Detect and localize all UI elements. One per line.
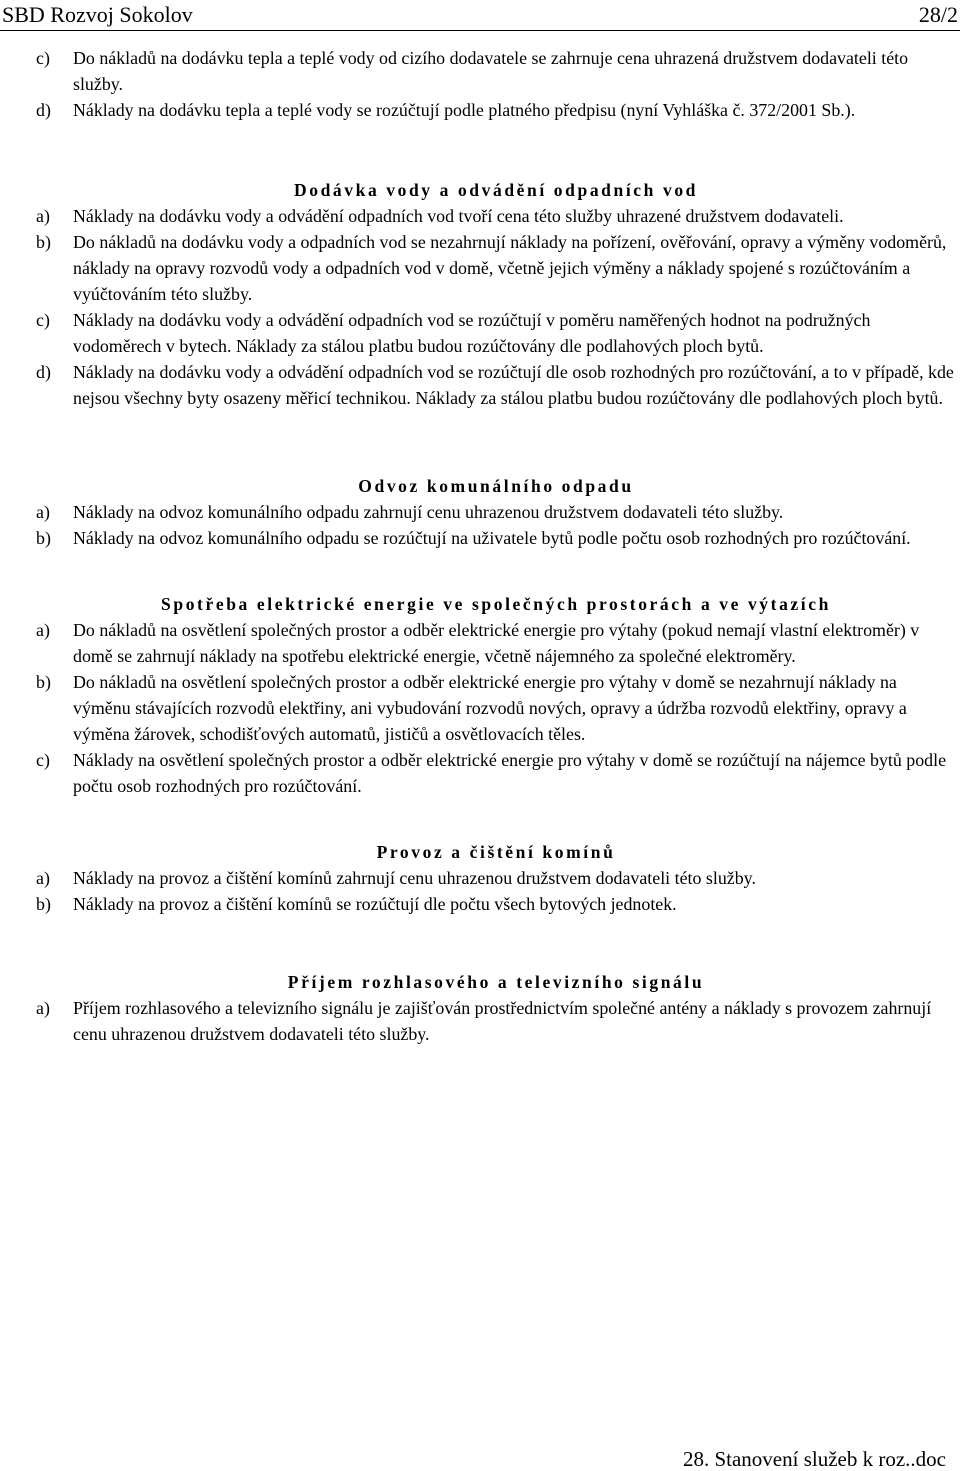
footer-filename: 28. Stanovení služeb k roz..doc [682,1447,946,1471]
section-title: Provoz a čištění komínů [376,842,616,862]
item-text: Náklady na odvoz komunálního odpadu se rozúčtují na uživatele bytů podle počtu osob rozhodných pro rozúčtování. [73,528,911,548]
document-body [36,45,956,1047]
list-item [36,995,956,1047]
item-text: Do nákladů na dodávku tepla a teplé vody od cizího dodavatele se zahrnuje cena uhrazená družstvem dodavateli této služby. [73,48,909,94]
list-item [36,359,956,411]
section-title: Příjem rozhlasového a televizního signálu [287,972,705,992]
list-item [36,229,956,307]
item-text: Náklady na provoz a čištění komínů zahrnují cenu uhrazenou družstvem dodavateli této služby. [73,868,756,888]
list-item [36,669,956,747]
list-item [36,97,956,123]
list-item [36,617,956,669]
item-text: Příjem rozhlasového a televizního signálu je zajišťován prostřednictvím společné antény a náklady s provozem zahrnují cenu uhrazenou družstvem dodavateli této služby. [73,998,932,1044]
item-text: Do nákladů na osvětlení společných prostor a odběr elektrické energie pro výtahy (pokud nemají vlastní elektroměr) v domě se zahrnují náklady na spotřebu elektrické energie, včetně nájemného za společné elektroměry. [73,620,920,666]
item-letter: a) [36,502,50,522]
item-letter: b) [36,672,51,692]
item-text: Náklady na odvoz komunálního odpadu zahrnují cenu uhrazenou družstvem dodavateli této služby. [73,502,784,522]
item-text: Do nákladů na osvětlení společných prostor a odběr elektrické energie pro výtahy v domě se nezahrnují náklady na výměnu stávajících rozvodů elektřiny, ani vybudování rozvodů nových, opravy a údržba rozvodů elektřiny, opravy a výměna žárovek, schodišťových automatů, jističů a osvětlovacích těles. [73,672,907,744]
list-item [36,865,956,891]
item-text: Náklady na dodávku vody a odvádění odpadních vod se rozúčtují dle osob rozhodných pro rozúčtování, a to v případě, kde nejsou všechny byty osazeny měřicí technikou. Náklady za stálou platbu budou rozúčtovány dle podlahových ploch bytů. [73,362,954,408]
list-item [36,203,956,229]
item-text: Náklady na dodávku tepla a teplé vody se rozúčtují podle platného předpisu (nyní Vyhláška č. 372/2001 Sb.). [73,100,856,120]
item-letter: d) [36,362,51,382]
item-letter: c) [36,310,50,330]
header-org-name: SBD Rozvoj Sokolov [2,2,193,27]
item-letter: b) [36,894,51,914]
item-letter: a) [36,620,50,640]
list-item [36,307,956,359]
item-letter: c) [36,750,50,770]
item-text: Náklady na osvětlení společných prostor a odběr elektrické energie pro výtahy v domě se rozúčtují na nájemce bytů podle počtu osob rozhodných pro rozúčtování. [73,750,947,796]
item-letter: a) [36,868,50,888]
item-letter: b) [36,528,51,548]
header-page-number: 28/2 [918,2,958,27]
item-letter: b) [36,232,51,252]
item-letter: d) [36,100,51,120]
section-title: Odvoz komunálního odpadu [358,476,634,496]
item-letter: a) [36,206,50,226]
item-letter: a) [36,998,50,1018]
page-header [0,0,960,31]
item-text: Náklady na provoz a čištění komínů se rozúčtují dle počtu všech bytových jednotek. [73,894,677,914]
item-text: Do nákladů na dodávku vody a odpadních vod se nezahrnují náklady na pořízení, ověřování, opravy a výměny vodoměrů, náklady na opravy rozvodů vody a odpadních vod v domě, včetně jejich výměny a náklady spojené s rozúčtováním a vyúčtováním této služby. [73,232,947,304]
item-text: Náklady na dodávku vody a odvádění odpadních vod se rozúčtují v poměru naměřených hodnot na podružných vodoměrech v bytech. Náklady za stálou platbu budou rozúčtovány dle podlahových ploch bytů. [73,310,871,356]
list-item [36,747,956,799]
item-text: Náklady na dodávku vody a odvádění odpadních vod tvoří cena této služby uhrazené družstvem dodavateli. [73,206,844,226]
list-item [36,891,956,917]
list-item [36,499,956,525]
list-item [36,45,956,97]
list-item [36,525,956,551]
item-letter: c) [36,48,50,68]
section-title: Dodávka vody a odvádění odpadních vod [293,180,698,200]
section-title: Spotřeba elektrické energie ve společných prostorách a ve výtazích [161,594,831,614]
